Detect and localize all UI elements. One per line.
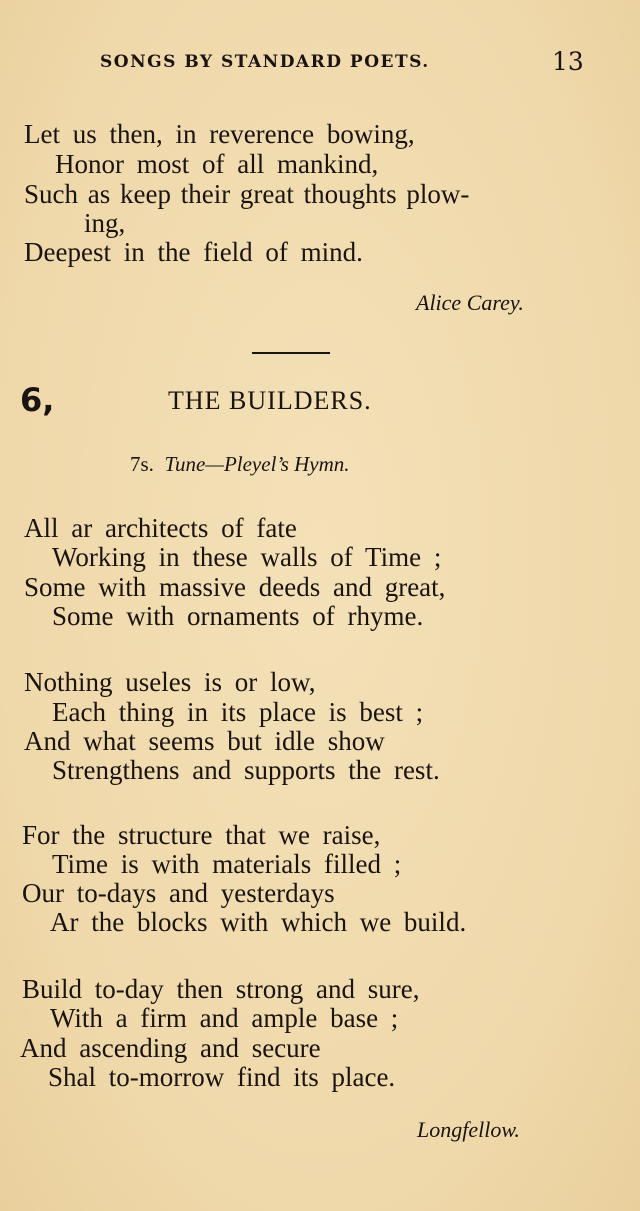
verse-line: Some with massive deeds and great, [24,572,446,602]
verse-line: Strengthens and supports the rest. [52,755,440,785]
verse-line: ing, [84,208,126,238]
section-divider-rule [252,352,330,354]
verse-line: Such as keep their great thoughts plow- [24,179,470,209]
page-number: 13 [552,47,584,76]
author-attribution: Longfellow. [417,1117,520,1142]
verse-line: Time is with materials filled ; [52,849,402,879]
verse-line: And what seems but idle show [24,726,385,756]
tune-name: Tune—Pleyel’s Hymn. [164,452,350,476]
verse-line: For the structure that we raise, [22,820,381,850]
verse-line: With a firm and ample base ; [50,1003,399,1033]
verse-line: Nothing useles is or low, [24,667,316,697]
verse-line: Honor most of all mankind, [55,149,379,179]
verse-line: Working in these walls of Time ; [52,542,442,572]
verse-line: Build to-day then strong and sure, [22,974,420,1004]
verse-line: All ar architects of fate [24,513,297,543]
verse-line: Some with ornaments of rhyme. [52,601,424,631]
verse-line: Deepest in the field of mind. [24,237,363,267]
running-head: SONGS BY STANDARD POETS. [100,52,430,72]
hymn-number: 6, [20,381,55,419]
verse-line: Each thing in its place is best ; [52,697,424,727]
verse-line: Our to-days and yesterdays [22,878,335,908]
verse-line: And ascending and secure [20,1033,321,1063]
tune-line [130,452,350,477]
hymn-title: THE BUILDERS. [168,386,372,415]
verse-line: Ar the blocks with which we build. [50,907,467,937]
verse-line: Let us then, in reverence bowing, [24,119,415,149]
verse-line: Shal to-morrow find its place. [48,1062,396,1092]
author-attribution: Alice Carey. [416,290,524,315]
meter: 7s. [130,452,154,476]
